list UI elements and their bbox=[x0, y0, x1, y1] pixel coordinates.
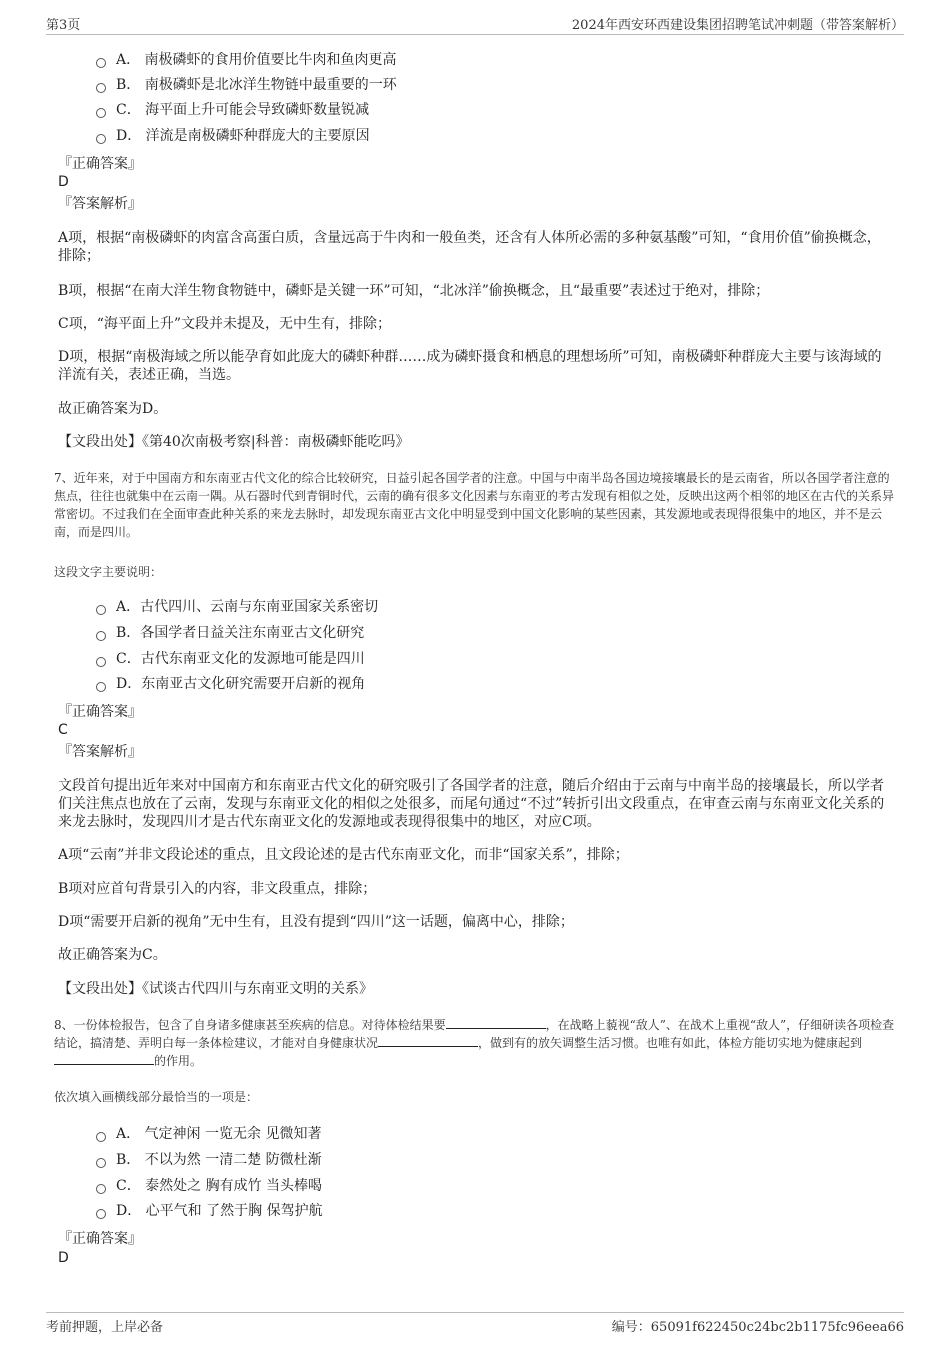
radio-icon[interactable] bbox=[96, 605, 106, 615]
q8-option-c[interactable]: C． 泰然处之 胸有成竹 当头棒喝 bbox=[96, 1176, 322, 1196]
document-title: 2024年西安环西建设集团招聘笔试冲刺题（带答案解析） bbox=[571, 18, 904, 33]
q8-option-a[interactable]: A． 气定神闲 一览无余 见微知著 bbox=[96, 1124, 321, 1144]
radio-icon[interactable] bbox=[96, 1132, 106, 1142]
q6-option-b[interactable]: B． 南极磷虾是北冰洋生物链中最重要的一环 bbox=[96, 75, 397, 95]
q6-source: 【文段出处】《第40次南极考察|科普：南极磷虾能吃吗》 bbox=[58, 434, 410, 450]
q6-analysis-b: B项，根据“在南大洋生物食物链中，磷虾是关键一环”可知，“北冰洋”偷换概念，且“最重要”表述过于绝对，排除； bbox=[58, 283, 770, 299]
q8-answer-label: 『正确答案』 bbox=[58, 1231, 142, 1247]
radio-icon[interactable] bbox=[96, 1158, 106, 1168]
q6-analysis-label: 『答案解析』 bbox=[58, 196, 142, 212]
q6-analysis-d: D项，根据“南极海域之所以能孕育如此庞大的磷虾种群……成为磷虾摄食和栖息的理想场所”可知，南极磷虾种群庞大主要与该海域的洋流有关，表述正确，当选。 bbox=[58, 349, 882, 383]
q7-stem: 7、近年来，对于中国南方和东南亚古代文化的综合比较研究，日益引起各国学者的注意。中国与中南半岛各国边境接壤最长的是云南省，所以各国学者注意的焦点，往往也就集中在云南一隅。从石器时代到青铜时代，云南的确有很多文化因素与东南亚的考古发现有相似之处，反映出这两个相邻的地区在古代的关系异常密切。不过我们在全面审查此种关系的来龙去脉时，却发现东南亚古文化中明显受到中国文化影响的某些因素，其发源地或表现得很集中的地区，并不是云南，而是四川。 bbox=[54, 471, 895, 539]
radio-icon[interactable] bbox=[96, 657, 106, 667]
page-footer bbox=[46, 1312, 904, 1338]
q8-stem: 8、一份体检报告，包含了自身诸多健康甚至疾病的信息。对待体检结果要 ，在战略上藐视“敌人”、在战术上重视“敌人”，仔细研读各项检查结论，搞清楚、弄明白每一条体检建议，才能对自身健康状况 ，做到有的放矢调整生活习惯。也唯有如此，体检方能切实地为健康起到的作用。 bbox=[54, 1018, 895, 1068]
q6-option-d[interactable]: D． 洋流是南极磷虾种群庞大的主要原因 bbox=[96, 126, 370, 146]
q8-option-b[interactable]: B． 不以为然 一清二楚 防微杜渐 bbox=[96, 1150, 322, 1170]
q8-option-d[interactable]: D． 心平气和 了然于胸 保驾护航 bbox=[96, 1201, 323, 1221]
q7-option-d[interactable]: D．东南亚古文化研究需要开启新的视角 bbox=[96, 674, 365, 694]
q6-analysis-a: A项，根据“南极磷虾的肉富含高蛋白质，含量远高于牛肉和一般鱼类，还含有人体所必需的多种氨基酸”可知，“食用价值”偷换概念，排除； bbox=[58, 230, 881, 264]
radio-icon[interactable] bbox=[96, 108, 106, 118]
q7-option-b[interactable]: B．各国学者日益关注东南亚古文化研究 bbox=[96, 623, 364, 643]
page-header bbox=[46, 14, 904, 35]
q7-option-a[interactable]: A．古代四川、云南与东南亚国家关系密切 bbox=[96, 597, 378, 617]
footer-slogan: 考前押题，上岸必备 bbox=[46, 1320, 164, 1335]
q7-prompt: 这段文字主要说明： bbox=[54, 565, 163, 579]
q6-answer: D bbox=[58, 174, 69, 190]
q7-analysis-label: 『答案解析』 bbox=[58, 744, 142, 760]
q6-analysis-c: C项，“海平面上升”文段并未提及，无中生有，排除； bbox=[58, 316, 392, 332]
q7-answer: C bbox=[58, 722, 68, 738]
q7-analysis-b: B项对应首句背景引入的内容，非文段重点，排除； bbox=[58, 881, 377, 897]
q6-answer-label: 『正确答案』 bbox=[58, 156, 142, 172]
fill-blank-3[interactable] bbox=[54, 1052, 154, 1065]
radio-icon[interactable] bbox=[96, 1209, 106, 1219]
document-code: 编号：65091f622450c24bc2b1175fc96eea66 bbox=[611, 1320, 904, 1335]
q7-answer-label: 『正确答案』 bbox=[58, 704, 142, 720]
radio-icon[interactable] bbox=[96, 682, 106, 692]
fill-blank-2[interactable] bbox=[378, 1034, 478, 1047]
q7-analysis-main: 文段首句提出近年来对中国南方和东南亚古代文化的研究吸引了各国学者的注意，随后介绍由于云南与中南半岛的接壤最长，所以学者们关注焦点也放在了云南，发现与东南亚文化的相似之处很多，而尾句通过“不过”转折引出文段重点，在审查云南与东南亚文化关系的来龙去脉时，发现四川才是古代东南亚文化的发源地或表现得很集中的地区，对应C项。 bbox=[58, 778, 885, 830]
q7-source: 【文段出处】《试谈古代四川与东南亚文明的关系》 bbox=[58, 981, 373, 997]
q6-option-a[interactable]: A． 南极磷虾的食用价值要比牛肉和鱼肉更高 bbox=[96, 50, 397, 70]
fill-blank-1[interactable] bbox=[446, 1016, 546, 1029]
radio-icon[interactable] bbox=[96, 631, 106, 641]
q8-answer: D bbox=[58, 1250, 69, 1266]
radio-icon[interactable] bbox=[96, 83, 106, 93]
radio-icon[interactable] bbox=[96, 58, 106, 68]
page-number: 第3页 bbox=[46, 18, 81, 33]
radio-icon[interactable] bbox=[96, 134, 106, 144]
q6-option-c[interactable]: C． 海平面上升可能会导致磷虾数量锐减 bbox=[96, 100, 369, 120]
q7-option-c[interactable]: C．古代东南亚文化的发源地可能是四川 bbox=[96, 649, 365, 669]
q8-prompt: 依次填入画横线部分最恰当的一项是： bbox=[54, 1090, 259, 1104]
q7-analysis-d: D项“需要开启新的视角”无中生有，且没有提到“四川”这一话题，偏离中心，排除； bbox=[58, 914, 574, 930]
radio-icon[interactable] bbox=[96, 1184, 106, 1194]
q6-conclusion: 故正确答案为D。 bbox=[58, 401, 168, 417]
q7-analysis-a: A项“云南”并非文段论述的重点，且文段论述的是古代东南亚文化，而非“国家关系”，排除； bbox=[58, 847, 629, 863]
q7-conclusion: 故正确答案为C。 bbox=[58, 947, 167, 963]
